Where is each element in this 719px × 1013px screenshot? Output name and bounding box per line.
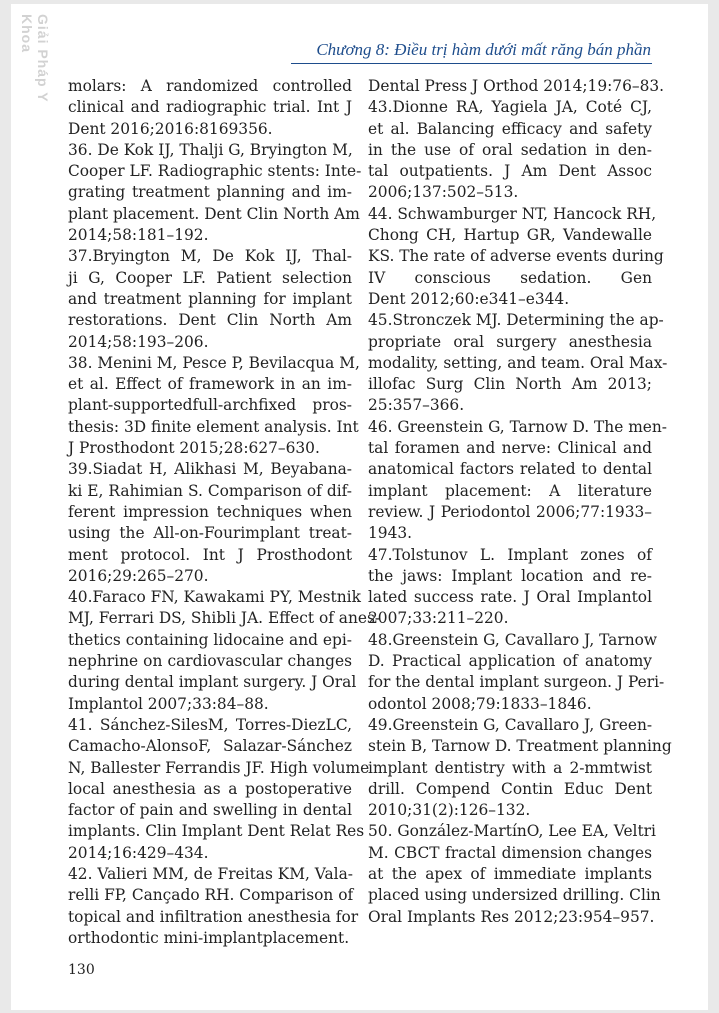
reference-line: 2010;31(2):126–132. <box>368 801 531 820</box>
reference-line: tal foramen and nerve: Clinical and <box>368 439 652 458</box>
reference-line: thetics containing lidocaine and epi- <box>68 630 352 649</box>
reference-line: modality, setting, and team. Oral Max- <box>368 353 668 372</box>
reference-line: Oral Implants Res 2012;23:954–957. <box>368 907 655 926</box>
reference-line: stein B, Tarnow D. Treatment planning <box>368 737 672 756</box>
reference-line: 2014;58:181–192. <box>68 226 209 245</box>
reference-line: nephrine on cardiovascular changes <box>68 652 352 671</box>
left-column <box>68 76 381 949</box>
reference-line: et al. Effect of framework in an im- <box>68 375 352 394</box>
reference-line: 49.Greenstein G, Cavallaro J, Green- <box>368 715 653 734</box>
reference-line: 2014;16:429–434. <box>68 843 209 862</box>
running-header: Chương 8: Điều trị hàm dưới mất răng bán phần <box>316 40 651 59</box>
reference-line: N, Ballester Ferrandis JF. High volume <box>68 758 370 777</box>
reference-line: restorations. Dent Clin North Am <box>68 311 352 330</box>
reference-line: 2006;137:502–513. <box>368 183 519 202</box>
reference-line: 45.Stronczek MJ. Determining the ap- <box>368 311 664 330</box>
reference-line: orthodontic mini-implantplacement. <box>68 928 350 947</box>
reference-line: the jaws: Implant location and re- <box>368 566 652 585</box>
reference-line: factor of pain and swelling in dental <box>68 801 352 820</box>
reference-line: implant placement: A literature <box>368 481 652 500</box>
reference-line: ferent impression techniques when <box>68 502 352 521</box>
reference-line: placed using undersized drilling. Clin <box>368 886 661 905</box>
reference-line: local anesthesia as a postoperative <box>68 779 352 798</box>
page-number: 130 <box>68 962 95 978</box>
reference-line: D. Practical application of anatomy <box>368 652 652 671</box>
reference-line: 2007;33:211–220. <box>368 609 509 628</box>
reference-line: topical and infiltration anesthesia for <box>68 907 359 926</box>
reference-line: Chong CH, Hartup GR, Vandewalle <box>368 226 652 245</box>
reference-line: propriate oral surgery anesthesia <box>368 332 652 351</box>
reference-line: 25:357–366. <box>368 396 465 415</box>
reference-line: drill. Compend Contin Educ Dent <box>368 779 652 798</box>
reference-line: 39.Siadat H, Alikhasi M, Beyabana- <box>68 460 352 479</box>
reference-line: IV conscious sedation. Gen <box>368 268 652 287</box>
reference-line: 43.Dionne RA, Yagiela JA, Coté CJ, <box>368 98 652 117</box>
reference-line: Cooper LF. Radiographic stents: Inte- <box>68 162 362 181</box>
reference-line: implants. Clin Implant Dent Relat Res <box>68 822 365 841</box>
reference-line: 47.Tolstunov L. Implant zones of <box>368 545 652 564</box>
reference-line: thesis: 3D finite element analysis. Int <box>68 417 359 436</box>
reference-line: Implantol 2007;33:84–88. <box>68 694 269 713</box>
reference-line: molars: A randomized controlled <box>68 77 352 95</box>
reference-line: 50. González-MartínO, Lee EA, Veltri <box>368 822 656 841</box>
reference-line: ji G, Cooper LF. Patient selection <box>68 268 352 287</box>
reference-line: MJ, Ferrari DS, Shibli JA. Effect of anes- <box>68 609 381 628</box>
reference-line: using the All-on-Fourimplant treat- <box>68 524 352 543</box>
reference-line: plant placement. Dent Clin North Am <box>68 204 360 223</box>
reference-line: relli FP, Cançado RH. Comparison of <box>68 886 354 905</box>
reference-line: in the use of oral sedation in den- <box>368 140 652 159</box>
reference-line: tal outpatients. J Am Dent Assoc <box>368 162 652 181</box>
reference-line: 42. Valieri MM, de Freitas KM, Vala- <box>68 864 353 883</box>
reference-line: Dent 2016;2016:8169356. <box>68 119 273 138</box>
reference-line: implant dentistry with a 2-mmtwist <box>368 758 652 777</box>
reference-line: 48.Greenstein G, Cavallaro J, Tarnow <box>368 630 658 649</box>
reference-line: and treatment planning for implant <box>68 289 352 308</box>
reference-line: odontol 2008;79:1833–1846. <box>368 694 592 713</box>
reference-line: Dental Press J Orthod 2014;19:76–83. <box>368 77 665 95</box>
reference-line: plant-supportedfull-archfixed pros- <box>68 396 352 415</box>
reference-line: 40.Faraco FN, Kawakami PY, Mestnik <box>68 588 361 607</box>
right-column <box>368 76 672 928</box>
reference-line: et al. Balancing efficacy and safety <box>368 119 652 138</box>
reference-line: M. CBCT fractal dimension changes <box>368 843 652 862</box>
reference-line: 37.Bryington M, De Kok IJ, Thal- <box>68 247 352 266</box>
reference-line: Camacho-AlonsoF, Salazar-Sánchez <box>68 737 352 756</box>
reference-line: 2016;29:265–270. <box>68 566 209 585</box>
reference-line: 44. Schwamburger NT, Hancock RH, <box>368 204 657 223</box>
reference-line: illofac Surg Clin North Am 2013; <box>368 375 652 394</box>
reference-line: 36. De Kok IJ, Thalji G, Bryington M, <box>68 140 353 159</box>
reference-line: Dent 2012;60:e341–e344. <box>368 289 570 308</box>
reference-line: 38. Menini M, Pesce P, Bevilacqua M, <box>68 353 360 372</box>
reference-line: during dental implant surgery. J Oral <box>68 673 357 692</box>
reference-line: KS. The rate of adverse events during <box>368 247 664 266</box>
reference-line: anatomical factors related to dental <box>368 460 652 479</box>
reference-line: grating treatment planning and im- <box>68 183 352 202</box>
side-label: Giải Pháp Y Khoa <box>19 14 51 103</box>
reference-line: ment protocol. Int J Prosthodont <box>68 545 352 564</box>
reference-line: J Prosthodont 2015;28:627–630. <box>68 439 320 458</box>
reference-line: 46. Greenstein G, Tarnow D. The men- <box>368 417 668 436</box>
reference-line: lated success rate. J Oral Implantol <box>368 588 652 607</box>
reference-line: review. J Periodontol 2006;77:1933– <box>368 502 652 521</box>
header-rule <box>291 63 652 64</box>
reference-line: ki E, Rahimian S. Comparison of dif- <box>68 481 352 500</box>
reference-line: clinical and radiographic trial. Int J <box>68 98 352 117</box>
reference-line: 41. Sánchez-SilesM, Torres-DiezLC, <box>68 715 352 734</box>
page <box>11 4 708 1010</box>
reference-line: 1943. <box>368 524 413 543</box>
reference-line: at the apex of immediate implants <box>368 864 652 883</box>
reference-line: for the dental implant surgeon. J Peri- <box>368 673 665 692</box>
reference-line: 2014;58:193–206. <box>68 332 209 351</box>
